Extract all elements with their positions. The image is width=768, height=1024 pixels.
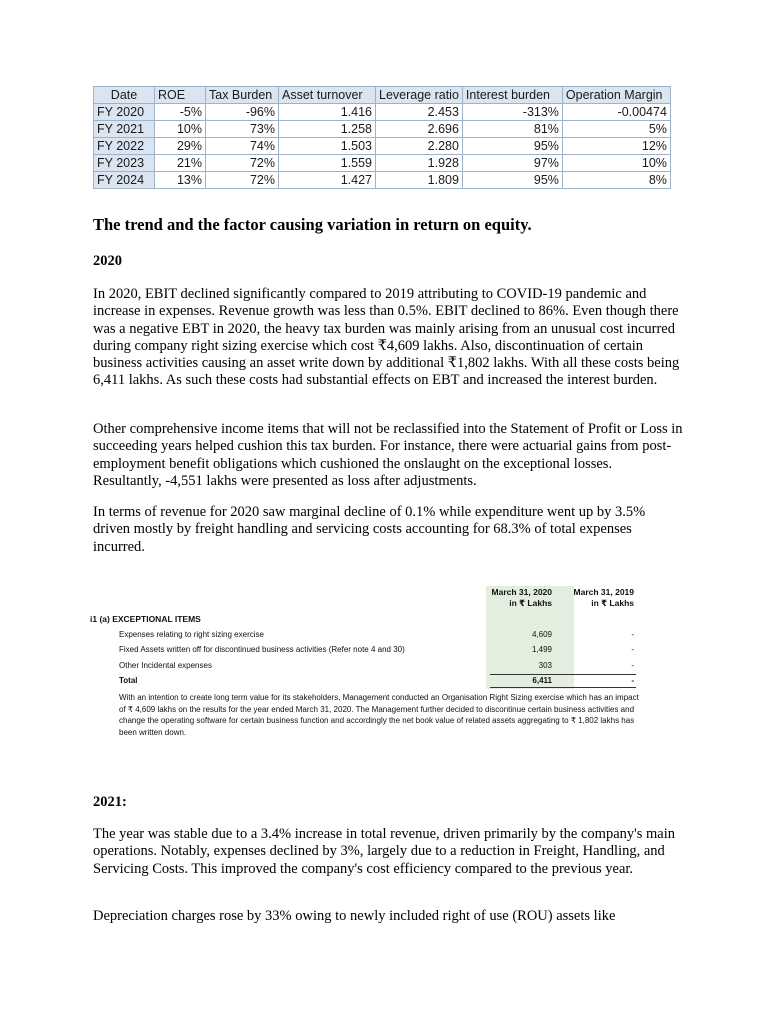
cell-asset-turnover: 1.427 (279, 172, 376, 189)
cell-operation-margin: 8% (562, 172, 670, 189)
ratio-table-header-row (94, 87, 671, 104)
snippet-row-label: Fixed Assets written off for discontinued business activities (Refer note 4 and 30) (119, 645, 405, 654)
section-title-2021: 2021: (93, 794, 127, 810)
cell-interest-burden: 95% (462, 138, 562, 155)
cell-roe: -5% (155, 104, 206, 121)
paragraph-2021-2: Depreciation charges rose by 33% owing to newly included right of use (ROU) assets like (93, 908, 616, 924)
ratio-table (93, 86, 671, 189)
col-header-asset-turnover: Asset turnover (279, 87, 376, 104)
total-top-rule (490, 674, 636, 675)
col-header-roe: ROE (155, 87, 206, 104)
cell-interest-burden: -313% (462, 104, 562, 121)
snippet-row-value-2019: - (631, 630, 634, 639)
cell-tax-burden: 73% (206, 121, 279, 138)
total-bottom-rule (490, 687, 636, 688)
table-row (94, 121, 671, 138)
table-row (94, 138, 671, 155)
cell-roe: 21% (155, 155, 206, 172)
cell-leverage-ratio: 2.696 (376, 121, 463, 138)
snippet-row-value-2019: - (631, 645, 634, 654)
cell-leverage-ratio: 2.280 (376, 138, 463, 155)
table-row (94, 172, 671, 189)
cell-interest-burden: 81% (462, 121, 562, 138)
cell-asset-turnover: 1.416 (279, 104, 376, 121)
cell-date: FY 2021 (94, 121, 155, 138)
cell-leverage-ratio: 1.928 (376, 155, 463, 172)
paragraph-2021-1: The year was stable due to a 3.4% increase in total revenue, driven primarily by the company's main operations. Notably, expenses declined by 3%, largely due to a reduction in Freight, Handling, and Servicing Costs. This improved the company's cost efficiency compared to the previous year. (93, 826, 676, 877)
col-header-tax-burden: Tax Burden (206, 87, 279, 104)
cell-roe: 13% (155, 172, 206, 189)
table-row (94, 155, 671, 172)
cell-tax-burden: 74% (206, 138, 279, 155)
col-header-operation-margin: Operation Margin (562, 87, 670, 104)
snippet-row-value-2019: - (631, 661, 634, 670)
exceptional-items-note: With an intention to create long term value for its stakeholders, Management conducted an Organisation Right Sizing exercise which has an impact of ₹ 4,609 lakhs on the results for the year ended March 31, 2020. The Management further decided to discontinue certain business activities and change the operating software for certain business function and accordingly the net book value of related assets aggregating to ₹ 1,802 lakhs has been written down. (119, 693, 639, 737)
cell-leverage-ratio: 1.809 (376, 172, 463, 189)
cell-leverage-ratio: 2.453 (376, 104, 463, 121)
col-header-leverage-ratio: Leverage ratio (376, 87, 463, 104)
cell-operation-margin: 12% (562, 138, 670, 155)
cell-tax-burden: 72% (206, 155, 279, 172)
document-heading: The trend and the factor causing variation in return on equity. (93, 215, 532, 234)
snippet-row-label: Expenses relating to right sizing exercise (119, 630, 264, 639)
cell-roe: 10% (155, 121, 206, 138)
cell-date: FY 2022 (94, 138, 155, 155)
cell-operation-margin: -0.00474 (562, 104, 670, 121)
exceptional-items-snippet (90, 586, 650, 746)
col-header-2019 (568, 587, 634, 609)
snippet-row-value-2020: 4,609 (531, 630, 552, 639)
snippet-total-value-2020: 6,411 (532, 676, 552, 685)
col-header-2020 (490, 587, 552, 609)
snippet-total-value-2019: - (631, 676, 634, 685)
col-header-2019-unit: in ₹ Lakhs (591, 598, 634, 608)
snippet-total-label: Total (119, 676, 138, 685)
col-header-2019-date: March 31, 2019 (573, 587, 634, 597)
cell-asset-turnover: 1.258 (279, 121, 376, 138)
paragraph-2020-3: In terms of revenue for 2020 saw marginal decline of 0.1% while expenditure went up by 3.5% driven mostly by freight handling and servicing costs accounting for 68.3% of total expenses incurred. (93, 504, 646, 555)
cell-date: FY 2024 (94, 172, 155, 189)
cell-interest-burden: 95% (462, 172, 562, 189)
snippet-row-value-2020: 1,499 (531, 645, 552, 654)
col-header-2020-date: March 31, 2020 (491, 587, 552, 597)
snippet-row-label: Other Incidental expenses (119, 661, 212, 670)
cell-tax-burden: 72% (206, 172, 279, 189)
cell-tax-burden: -96% (206, 104, 279, 121)
section-title-2020: 2020 (93, 253, 122, 269)
cell-operation-margin: 10% (562, 155, 670, 172)
col-header-date: Date (94, 87, 155, 104)
exceptional-items-label: i1 (a) EXCEPTIONAL ITEMS (90, 614, 201, 624)
cell-asset-turnover: 1.559 (279, 155, 376, 172)
col-header-2020-unit: in ₹ Lakhs (509, 598, 552, 608)
col-header-interest-burden: Interest burden (462, 87, 562, 104)
paragraph-2020-2: Other comprehensive income items that will not be reclassified into the Statement of Profit or Loss in succeeding years helped cushion this tax burden. For instance, there were actuarial gains from post-employment benefit obligations which cushioned the onslaught on the exceptional losses. Resultantly, -4,551 lakhs were presented as loss after adjustments. (93, 421, 683, 489)
paragraph-2020-1: In 2020, EBIT declined significantly compared to 2019 attributing to COVID-19 pandemic and increase in expenses. Revenue growth was less than 0.5%. EBIT declined to 86%. Even though there was a negative EBT in 2020, the heavy tax burden was mainly arising from an unusual cost incurred during company right sizing exercise which cost ₹4,609 lakhs. Also, discontinuation of certain business activities causing an asset write down by additional ₹1,802 lakhs. With all these costs being 6,411 lakhs. As such these costs had substantial effects on EBT and increased the interest burden. (93, 286, 680, 389)
snippet-row-value-2020: 303 (538, 661, 552, 670)
cell-roe: 29% (155, 138, 206, 155)
cell-date: FY 2020 (94, 104, 155, 121)
cell-interest-burden: 97% (462, 155, 562, 172)
cell-operation-margin: 5% (562, 121, 670, 138)
cell-date: FY 2023 (94, 155, 155, 172)
table-row (94, 104, 671, 121)
cell-asset-turnover: 1.503 (279, 138, 376, 155)
